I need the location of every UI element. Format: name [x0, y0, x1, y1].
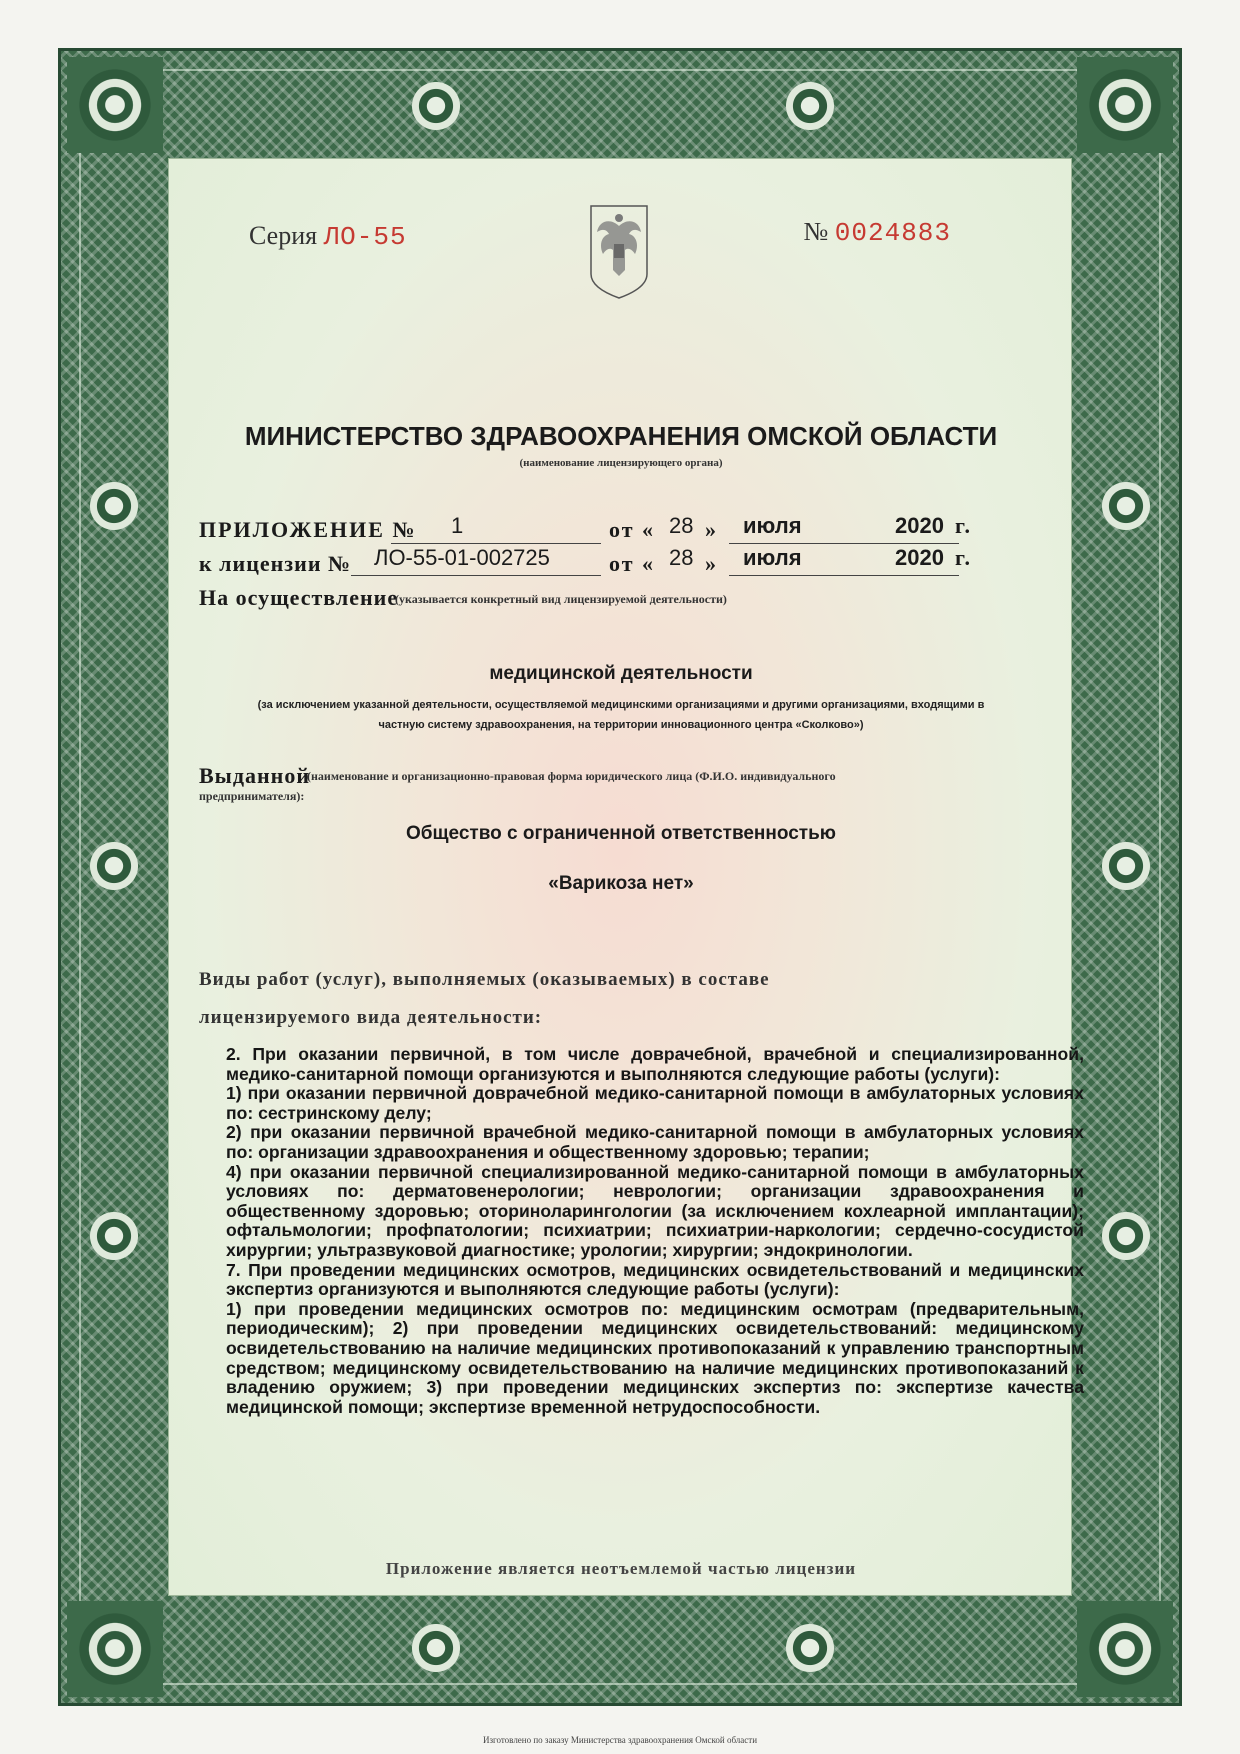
activity-label: На осуществление	[199, 585, 399, 610]
corner-ornament	[1077, 57, 1173, 153]
side-rosette	[79, 831, 149, 901]
side-rosette	[1091, 1201, 1161, 1271]
works-paragraph: 2) при оказании первичной врачебной медико-санитарной помощи в амбулаторных условиях по: организации здравоохранения и общественному здоровью; терапии;	[226, 1122, 1084, 1162]
activity-note-line2: частную систему здравоохранения, на территории инновационного центра «Сколково»)	[378, 719, 864, 731]
activity-hint: (указывается конкретный вид лицензируемой деятельности)	[395, 592, 727, 606]
works-heading-line2: лицензируемого вида деятельности:	[199, 1007, 543, 1028]
works-paragraph: 7. При проведении медицинских осмотров, медицинских освидетельствований и медицинских экспертиз организуются и выполняются следующие работы (услуги):	[226, 1259, 1084, 1300]
organization-name-line2: «Варикоза нет»	[548, 873, 694, 894]
appendix-month: июля	[743, 513, 802, 538]
works-paragraph: 2. При оказании первичной, в том числе доврачебной, врачебной и специализированной, медико-санитарной помощи организуются и выполняются следующие работы (услуги):	[226, 1044, 1084, 1084]
works-heading-line1: Виды работ (услуг), выполняемых (оказываемых) в составе	[199, 969, 770, 990]
corner-ornament	[67, 57, 163, 153]
form-number-value: 0024883	[834, 218, 951, 248]
issued-hint-line2: предпринимателя):	[199, 789, 305, 803]
license-day: 28	[669, 545, 694, 570]
appendix-label: ПРИЛОЖЕНИЕ №	[199, 517, 417, 542]
license-from-label: от «	[609, 551, 656, 576]
top-rosette	[775, 71, 845, 141]
issued-label: Выданной	[199, 763, 311, 788]
corner-ornament	[1077, 1601, 1173, 1697]
coat-of-arms-icon	[589, 204, 649, 300]
appendix-year-suffix: г.	[955, 513, 973, 538]
bottom-rosette	[401, 1613, 471, 1683]
appendix-number: 1	[451, 513, 464, 538]
works-list	[226, 1045, 1084, 1417]
license-year: 2020	[895, 545, 944, 570]
license-quote: »	[705, 551, 718, 576]
appendix-from-label: от «	[609, 517, 656, 542]
printer-footer: Изготовлено по заказу Министерства здравоохранения Омской области	[482, 1735, 758, 1745]
series: Серия ЛО-55	[249, 221, 407, 252]
appendix-quote: »	[705, 517, 718, 542]
works-paragraph: 1) при проведении медицинских осмотров по: медицинским осмотрам (предварительным, периодическим); 2) при проведении медицинских освидетельствований: медицинскому освидетельствованию на наличие медицинских противопоказаний к управлению транспортным средством; медицинскому освидетельствованию на наличие медицинских противопоказаний к владению оружием; 3) при проведении медицинских экспертиз по: экспертизе качества медицинской помощи; экспертизе временной нетрудоспособности.	[226, 1298, 1084, 1417]
series-value: ЛО-55	[323, 222, 407, 252]
organization-name-line1: Общество с ограниченной ответственностью	[405, 823, 837, 844]
license-label: к лицензии №	[199, 551, 352, 576]
corner-ornament	[67, 1601, 163, 1697]
appendix-year: 2020	[895, 513, 944, 538]
bottom-rosette	[775, 1613, 845, 1683]
side-rosette	[79, 1201, 149, 1271]
side-rosette	[1091, 831, 1161, 901]
license-number: ЛО-55-01-002725	[374, 545, 550, 570]
license-month: июля	[743, 545, 802, 570]
top-rosette	[401, 71, 471, 141]
appendix-day: 28	[669, 513, 694, 538]
side-rosette	[1091, 471, 1161, 541]
issued-hint: (наименование и организационно-правовая форма юридического лица (Ф.И.О. индивидуального	[307, 769, 836, 783]
works-paragraph: 1) при оказании первичной доврачебной медико-санитарной помощи в амбулаторных условиях по: сестринскому делу;	[226, 1083, 1084, 1123]
licensing-authority: МИНИСТЕРСТВО ЗДРАВООХРАНЕНИЯ ОМСКОЙ ОБЛАСТИ	[244, 421, 998, 451]
activity-name: медицинской деятельности	[489, 663, 753, 684]
activity-note-line1: (за исключением указанной деятельности, осуществляемой медицинскими организациями и другими организациями, входящими в	[257, 699, 985, 711]
licensing-authority-hint: (наименование лицензирующего органа)	[519, 457, 723, 469]
side-rosette	[79, 471, 149, 541]
license-year-suffix: г.	[955, 545, 973, 570]
form-number: № 0024883	[803, 217, 951, 248]
works-paragraph: 4) при оказании первичной специализированной медико-санитарной помощи в амбулаторных условиях по: дерматовенерологии; неврологии; организации здравоохранения и общественному здоровью; оториноларингологии (за исключением кохлеарной имплантации); офтальмологии; профпатологии; психиатрии; психиатрии-наркологии; сердечно-сосудистой хирургии; ультразвуковой диагностике; урологии; хирургии; эндокринологии.	[226, 1161, 1084, 1260]
closing-note: Приложение является неотъемлемой частью лицензии	[385, 1559, 857, 1578]
